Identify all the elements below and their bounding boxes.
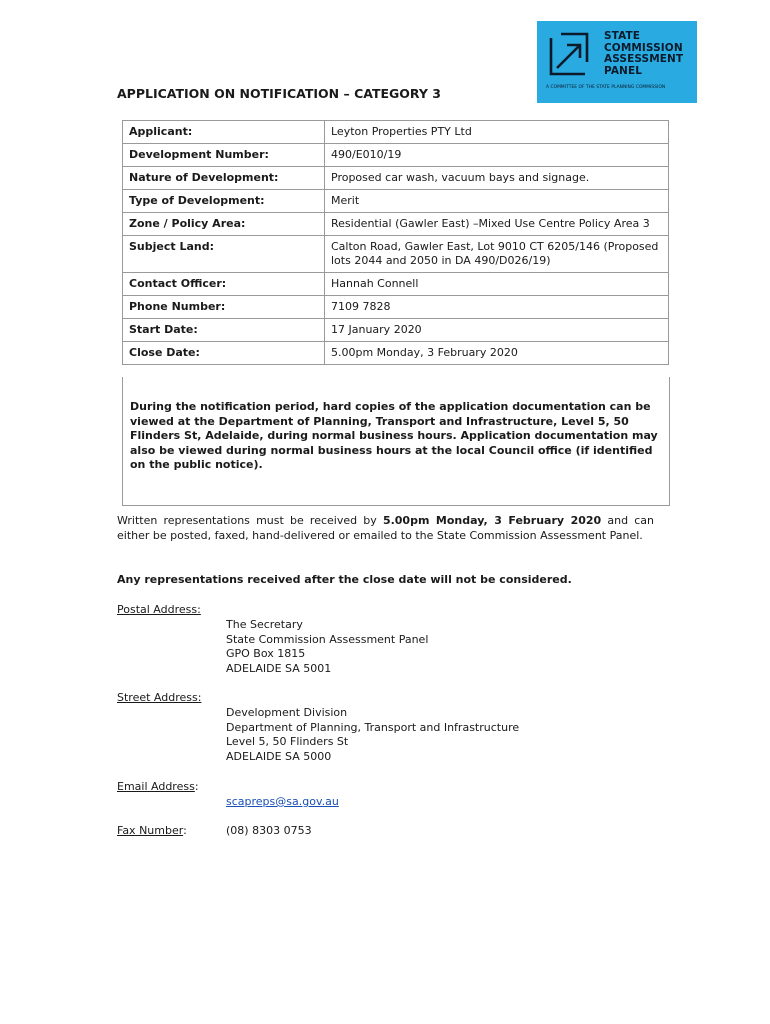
logo-arrow-icon: [547, 32, 589, 78]
late-representations-warning: Any representations received after the close date will not be considered.: [117, 573, 572, 586]
scap-logo: [537, 21, 697, 103]
table-row: [123, 236, 669, 273]
row-label: Phone Number:: [123, 296, 325, 319]
logo-line: PANEL: [604, 64, 643, 77]
address-line: State Commission Assessment Panel: [226, 632, 429, 646]
representations-text: Written representations must be received by: [117, 514, 383, 527]
table-row: [123, 190, 669, 213]
email-address-row: [226, 795, 339, 810]
address-line: ADELAIDE SA 5001: [226, 662, 332, 676]
row-value: Merit: [325, 190, 669, 213]
row-value: 5.00pm Monday, 3 February 2020: [325, 342, 669, 365]
representations-text: and can either be posted, faxed, hand-delivered or emailed to the State Commission Assessment Panel.: [117, 514, 654, 542]
email-address-label-row: [117, 780, 199, 793]
row-value: Proposed car wash, vacuum bays and signage.: [325, 167, 669, 190]
table-row: [123, 342, 669, 365]
logo-line: ASSESSMENT: [604, 53, 684, 65]
row-label: Start Date:: [123, 319, 325, 342]
table-row: [123, 296, 669, 319]
row-label: Contact Officer:: [123, 273, 325, 296]
postal-address-label: Postal Address:: [117, 603, 201, 616]
row-label: Close Date:: [123, 342, 325, 365]
row-label: Development Number:: [123, 144, 325, 167]
notification-notice: During the notification period, hard copies of the application documentation can be viewed at the Department of Planning, Transport and Infrastructure, Level 5, 50 Flinders St, Adelaide, during normal business hours. Application documentation may also be viewed during normal business hours at the local Council office (if identified on the public notice).: [122, 377, 670, 506]
page-title: APPLICATION ON NOTIFICATION – CATEGORY 3: [117, 86, 441, 101]
address-line: Level 5, 50 Flinders St: [226, 735, 349, 749]
row-value: Residential (Gawler East) –Mixed Use Centre Policy Area 3: [325, 213, 669, 236]
email-link[interactable]: scapreps@sa.gov.au: [226, 795, 339, 808]
address-line: GPO Box 1815: [226, 647, 306, 661]
representations-paragraph: [117, 514, 654, 543]
row-value: Hannah Connell: [325, 273, 669, 296]
row-label: Nature of Development:: [123, 167, 325, 190]
application-details-table: [122, 120, 669, 365]
street-address: [226, 706, 519, 765]
fax-number-label-row: [117, 824, 187, 837]
postal-address: [226, 618, 428, 677]
row-value: 17 January 2020: [325, 319, 669, 342]
row-label: Subject Land:: [123, 236, 325, 273]
email-address-label: Email Address: [117, 780, 195, 793]
row-value: Leyton Properties PTY Ltd: [325, 121, 669, 144]
logo-line: STATE: [604, 30, 641, 42]
fax-colon: :: [183, 824, 187, 837]
table-row: [123, 213, 669, 236]
fax-number: (08) 8303 0753: [226, 824, 312, 837]
address-line: Department of Planning, Transport and Infrastructure: [226, 720, 520, 734]
representations-deadline: 5.00pm Monday, 3 February 2020: [382, 514, 602, 527]
row-value: 490/E010/19: [325, 144, 669, 167]
address-line: Development Division: [226, 706, 348, 719]
email-colon: :: [194, 780, 199, 793]
address-line: The Secretary: [226, 618, 303, 631]
row-label: Zone / Policy Area:: [123, 213, 325, 236]
street-address-label: Street Address:: [117, 691, 202, 704]
table-row: [123, 121, 669, 144]
logo-subtitle: A COMMITTEE OF THE STATE PLANNING COMMISSION: [546, 85, 666, 90]
row-value: 7109 7828: [325, 296, 669, 319]
logo-line: COMMISSION: [604, 41, 683, 54]
row-value: Calton Road, Gawler East, Lot 9010 CT 6205/146 (Proposed lots 2044 and 2050 in DA 490/D026/19): [325, 236, 669, 273]
row-label: Type of Development:: [123, 190, 325, 213]
logo-text: [604, 31, 683, 77]
table-row: [123, 144, 669, 167]
address-line: ADELAIDE SA 5000: [226, 750, 332, 764]
table-row: [123, 167, 669, 190]
fax-number-label: Fax Number: [117, 824, 184, 837]
table-row: [123, 273, 669, 296]
row-label: Applicant:: [123, 121, 325, 144]
table-row: [123, 319, 669, 342]
